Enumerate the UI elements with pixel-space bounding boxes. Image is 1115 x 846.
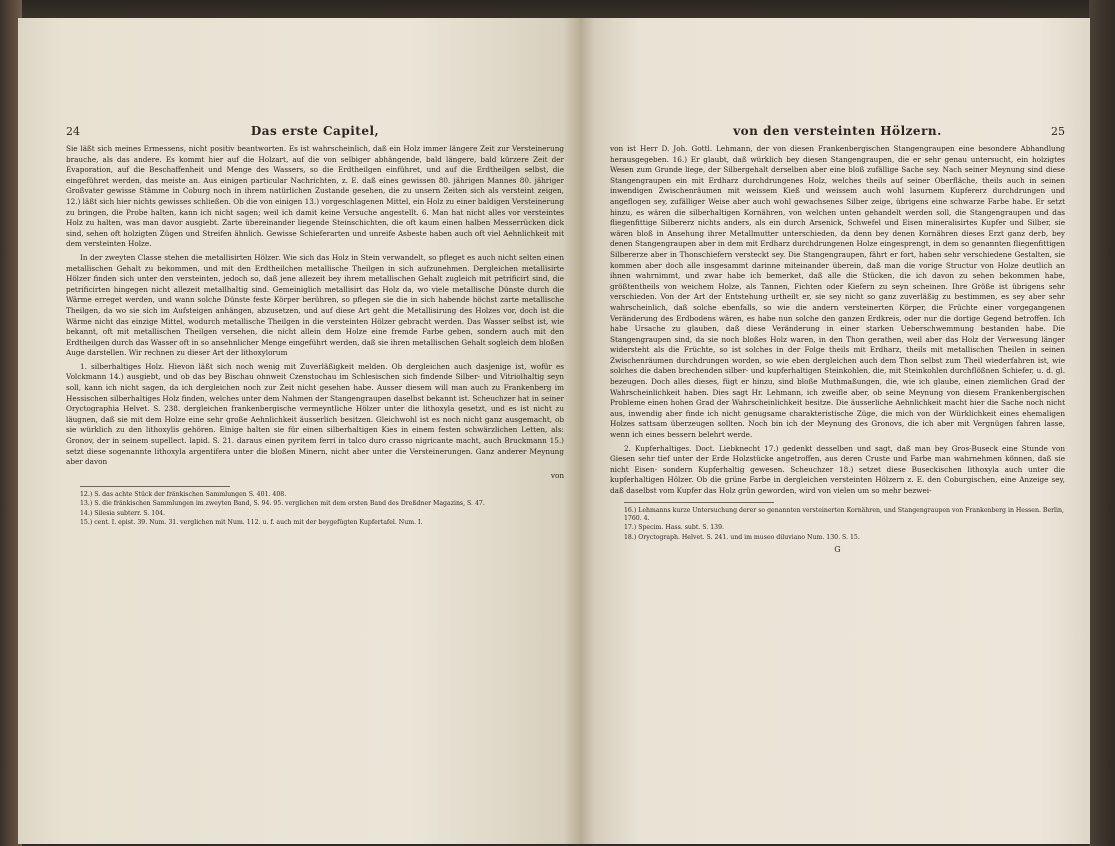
footnote-rule xyxy=(80,486,230,487)
right-running-head xyxy=(610,124,1065,138)
left-paragraph: 1. silberhaltiges Holz. Hievon läßt sich noch wenig mit Zuverläßigkeit melden. Ob dergleichen auch dasjenige ist, wofür es Volckmann 14.) ausgiebt, und ob das bey Bischau ohnweit Czenstochau im Schlesischen sich findende Silber- und Vitriolhaltig seyn soll, kann ich nicht sagen, da ich dergleichen noch zur Zeit nicht gesehen habe. Ausser diesem will man auch zu Frankenberg im Hessischen silberhaltiges Holz finden, welches unter dem Nahmen der Stangengraupen daselbst bekannt ist. Scheuchzer hat in seiner Oryctographia Helvet. S. 238. dergleichen frankenbergische vermeyntliche Hölzer unter die lithoxyla gesetzt, und es ist nicht zu läugnen, daß sie mit dem Holze eine sehr große Aehnlichkeit äusserlich besitzen. Gleichwohl ist es noch nicht ganz ausgemacht, ob sie würklich zu den lithoxylis gehören. Einige halten sie für einen silberhaltigen Kies in einem festen schwärzlichen Letten, als: Gronov, der in seinem supellect. lapid. S. 21. daraus einen pyritem ferri in talco duro crasso nigricante macht, auch Bruckmann 15.) setzt diese sogenannte lithoxyla argentifera unter die bloßen Minern, nicht aber unter die Versteinerungen. Ganz anderer Meynung aber davon xyxy=(66,361,564,467)
left-footnotes xyxy=(66,491,564,528)
right-page-number: 25 xyxy=(1050,125,1065,138)
book-cover-top xyxy=(0,0,1115,20)
right-page xyxy=(580,18,1090,844)
left-page-content xyxy=(66,124,564,794)
left-page xyxy=(18,18,580,844)
footnote: 18.) Oryctograph. Helvet. S. 241. und im museo diluviano Num. 130. S. 15. xyxy=(624,533,860,541)
footnote: 15.) cent. I. epist. 39. Num. 31. verglichen mit Num. 112. u. f. auch mit der beygefügten Kupfertafel. Num. I. xyxy=(80,519,423,527)
left-body-text xyxy=(66,144,564,468)
right-footnotes xyxy=(610,507,1065,543)
book-cover-right xyxy=(1089,0,1115,846)
signature-mark: G xyxy=(834,545,841,555)
footnote: 14.) Silesia subterr. S. 104. xyxy=(80,509,166,517)
right-paragraph: 2. Kupferhaltiges. Doct. Liebknecht 17.) gedenkt desselben und sagt, daß man bey Gros-Buseck eine Stunde von Giesen sehr tief unter der Erde Holzstücke angetroffen, aus deren Cruste und Farbe man wahrnehmen können, daß sie nicht Eisen- sondern Kupferhaltig gewesen. Scheuchzer 18.) setzet diese Buseckischen lithoxyla auch unter die kupferhaltigen Hölzer. Ob die grüne Farbe in dergleichen versteinten Hölzern z. E. den Coburgischen, eine Anzeige sey, daß daselbst vom Kupfer das Holz grün geworden, wird von vielen um so mehr bezwei- xyxy=(610,443,1065,495)
left-paragraph: Sie läßt sich meines Ermessens, nicht positiv beantworten. Es ist wahrscheinlich, daß ein Holz immer längere Zeit zur Versteinerung brauche, als das andere. Es kommt hier auf die Holzart, auf die von selbiger abhängende, bald längere, bald kürzere Zeit der Evaporation, auf die Beschaffenheit und Menge des Wassers, so die Erdtheilgen einführet, und auf die Erdtheilgen selbst, die eingeführet werden, das meiste an. Aus einigen particular Nachrichten, z. E. daß eines gewissen 80. jährigen Mannes 80. jähriger Großvater gewisse Stämme in Coburg noch in ihrem natürlichen Zustande gesehen, die zu unsern Zeiten sich als versteint zeigen, 12.) läßt sich hier nichts gewisses schließen. Ob die von einigen 13.) vorgeschlagenen Mittel, ein Holz zu einer baldigen Versteinerung zu bringen, die Probe halten, kann ich nicht sagen; weil ich damit keine Versuche angestellt. 6. Man hat nicht alles vor versteintes Holz zu halten, was man davor ausgiebt. Zarte übereinander liegende Steinschichten, die oft kaum einen halben Messerrücken dick sind, sehen oft holzigten Zügen und Streifen ähnlich. Gewisse Schieferarten und unreife Asbeste haben auch oft viel Aehnlichkeit mit dem versteinten Holze. xyxy=(66,144,564,249)
footnote: 12.) S. das achte Stück der fränkischen Sammlungen S. 401. 408. xyxy=(80,490,287,498)
footnote: 17.) Specim. Hass. subt. S. 139. xyxy=(624,524,724,532)
footnote: 16.) Lehmanns kurze Untersuchung derer so genannten versteinerten Kornähren, und Stangengraupen von Frankenberg in Hessen. Berlin, 1760. 4. xyxy=(624,506,1064,522)
left-paragraph: In der zweyten Classe stehen die metallisirten Hölzer. Wie sich das Holz in Stein verwandelt, so pfleget es auch nicht selten einen metallischen Gehalt zu bekommen, und mit den Erdtheilchen metallische Theilgen in sich aufzunehmen. Dergleichen metallisirte Hölzer finden sich unter den versteinten, jedoch so, daß jene allezeit bey ihrem metallischen Gehalt zugleich mit petrificirt sind, die petrificirten hingegen nicht allezeit metallhaltig sind. Gemeiniglich metallisirt das Holz da, wo viele metallische Dünste durch die Wärme erreget werden, und wann solche Dünste feste Körper berühren, so pflegen sie die in sich habende höchst zarte metallische Theilgen, da wo sie sich im Aufsteigen anhängen, abzusetzen, und auf diese Art geht die Metallisirung des Holzes vor, doch ist die Wärme nicht das einzige Mittel, wodurch metallische Theilgen in die versteinten Hölzer gebracht werden. Das Wasser selbst ist, wie bekannt, oft mit metallischen Theilgen versehen, die nicht allein dem Holze eine fremde Farbe geben, sondern auch mit den Erdtheilgen durch das Wasser oft in so ansehnlicher Menge eingeführt werden, daß sie ihren metallischen Gehalt sogleich dem bloßen Auge darstellen. Wir rechnen zu dieser Art der lithoxylorum xyxy=(66,252,564,358)
right-body-text xyxy=(610,144,1065,497)
left-running-title: Das erste Capitel, xyxy=(250,124,380,138)
footnote-rule xyxy=(624,502,774,503)
right-paragraph: von ist Herr D. Joh. Gottl. Lehmann, der von diesen Frankenbergischen Stangengraupen eine besondere Abhandlung herausgegeben. 16.) Er glaubt, daß würklich bey diesen Stangengraupen, die er sehr genau untersucht, ein holzigtes Wesen zum Grunde liege, der Silbergehalt derselben aber eine bloß zufällige Sache sey. Nach seiner Meynung sind diese Stangengraupen ein mit Erdharz durchdrungenes Holz, welches theils auf seiner Oberfläche, theils auch in seinen inwendigen Zwischenräumen mit weissem Kieß und weissem auch wohl lasurnem Kupfererz durchdrungen und angeflogen sey, zufälliger Weise aber auch wohl gewachsenes Silber zeige, übrigens eine schwarze Farbe habe. Er setzt hinzu, es wären die silberhaltigen Kornähren, von welchen unten gehandelt werden soll, die Stangengraupen und das fliegenfittige Silbererz nichts anders, als ein durch Arsenick, Schwefel und Eisen mineralisirtes Kupfer und Silber, sie wären bloß in Ansehung ihrer Metallmutter unterschieden, da denn bey denen Kornähren dieses Erzt ganz derb, bey denen Stangengraupen aber in dem mit Erdharz durchdrungenen Holze eingesprengt, in dem so genannten fliegenfittigen Silbererze aber in Thonschiefern versteckt sey. Die Stangengraupen, fährt er fort, haben sehr verschiedene Gestalten, sie kommen aber doch alle insgesammt darinne miteinander überein, daß man die vorige Structur von Holze deutlich an ihnen wahrnimmt, und zwar habe ich bemerket, daß alle die Stücken, die ich davon zu sehen bekommen habe, größtentheils von weichem Holze, als Tannen, Fichten oder Kiefern zu seyn scheinen. Ihre Größe ist übrigens sehr verschieden. Von der Art der Entstehung urtheilt er, sie sey nicht so ganz zuverläßig zu bestimmen, es sey aber sehr wahrscheinlich, daß solche ebenfalls, so wie die andern versteinerten Körper, die Früchte einer vorgegangenen Veränderung des Erdbodens wären, es habe nun solche den ganzen Erdkreis, oder nur die dortige Gegend betroffen. Ich habe Ursache zu glauben, daß diese Veränderung in einer starken Ueberschwemmung bestanden habe. Die Stangengraupen sind, da sie noch bloßes Holz waren, in den Thon gerathen, weil aber das Holz der Verwesung länger widersteht als die Früchte, so ist solches in der Folge theils mit Erdharz, theils mit metallischen Theilen in seinen Zwischenräumen durchdrungen worden, so wie eben dergleichen auch dem Thon selbst zum Theil wiederfahren ist, wie solches die daben brechenden silber- und kupferhaltigen Steinkohlen, die, mit Steinkohlen durchflößnen Schiefer, u. d. gl. bezeugen. Doch alles dieses, fügt er hinzu, sind bloße Muthmaßungen, die, wie ich glaube, einen ziemlichen Grad der Wahrscheinlichkeit haben. Dies sagt Hr. Lehmann, ich zweifle aber, ob seine Meynung von diesem Frankenbergischen Probleme einen hohen Grad der Wahrscheinlichkeit besitze. Die äusserliche Aehnlichkeit macht hier die Sache noch nicht aus, inwendig aber finde ich nicht genugsame charakteristische Züge, die mich von der Würklichkeit eines ehemaligen Holzes sattsam überzeugen sollten. Noch bin ich der Meynung des Gronovs, die ich aber mit Vergnügen fahren lasse, wenn ich eines bessern belehrt werde. xyxy=(610,144,1065,440)
footnote: 13.) S. die fränkischen Sammlungen im zweyten Band, S. 94. 95. verglichen mit dem ersten Band des Dreßdner Magazins, S. 47. xyxy=(80,500,485,508)
right-page-content xyxy=(610,124,1065,814)
left-page-number: 24 xyxy=(66,125,80,138)
left-catchword: von xyxy=(550,470,564,480)
right-running-title: von den versteinten Hölzern. xyxy=(733,124,942,138)
left-running-head xyxy=(66,124,564,138)
